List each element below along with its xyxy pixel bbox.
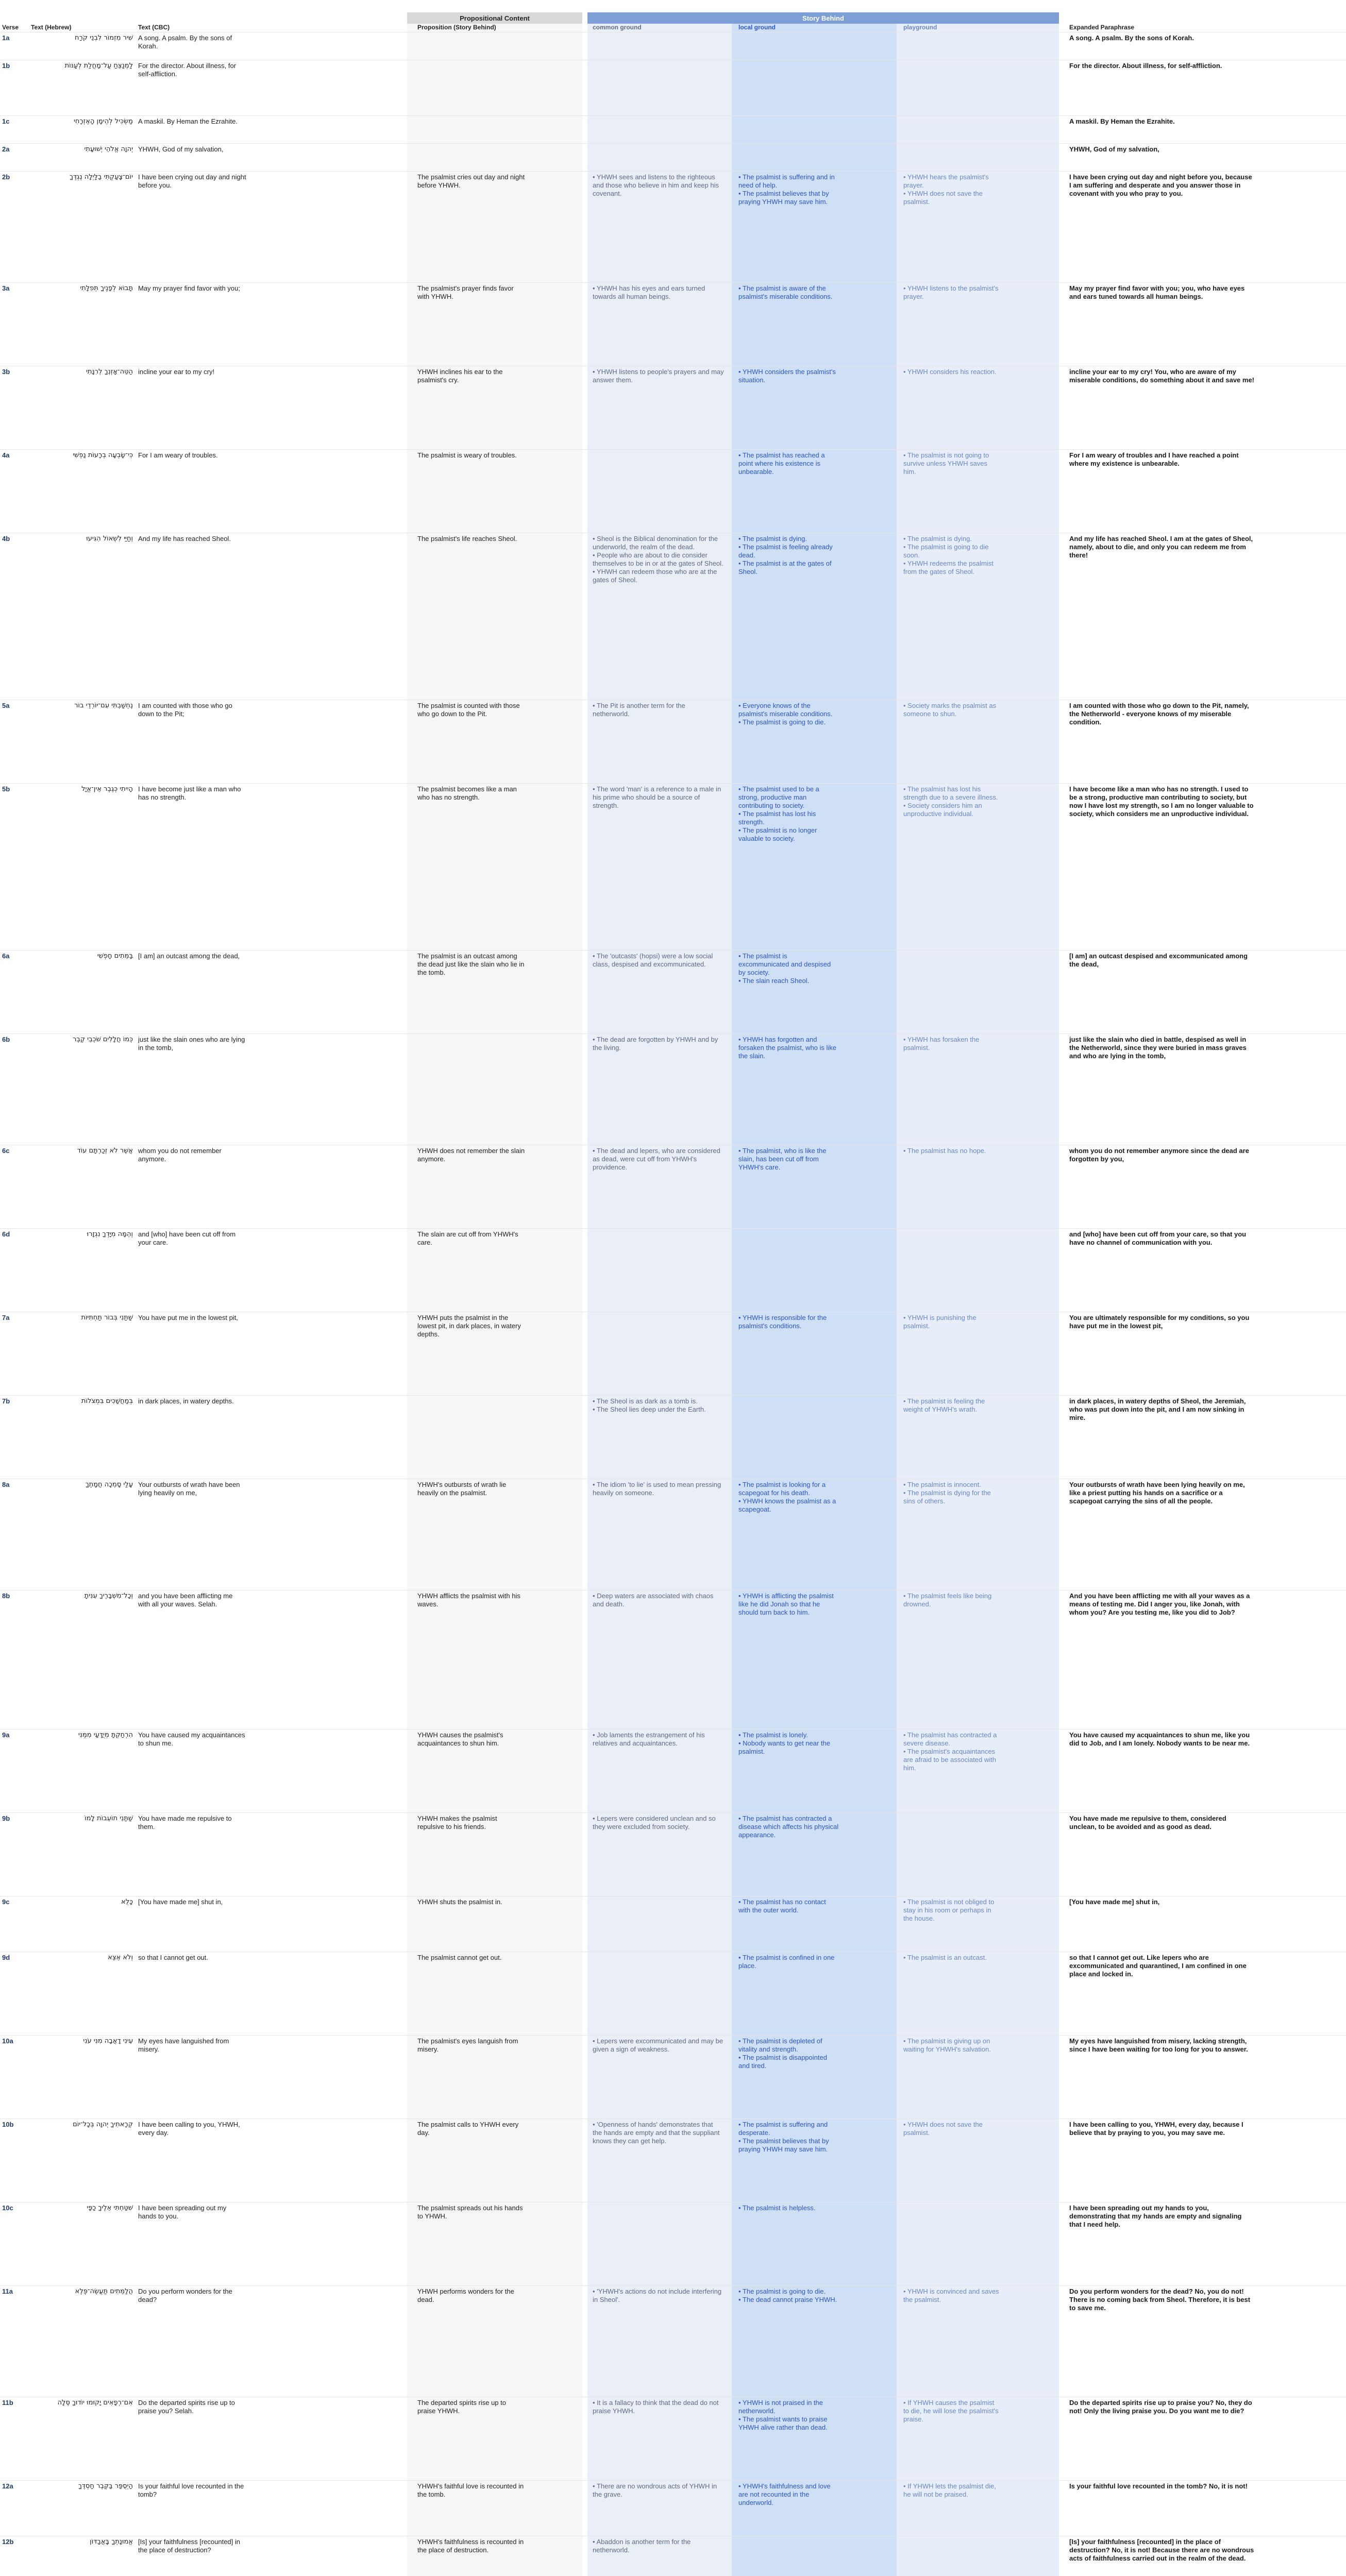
common-ground-cell: • The 'outcasts' (hopsi) were a low social class, despised and excommunicated. bbox=[593, 952, 713, 968]
proposition-cell: The psalmist is weary of troubles. bbox=[417, 451, 517, 459]
table-row bbox=[0, 1952, 1346, 2036]
expanded-paraphrase-cell: I have been calling to you, YHWH, every day, because I believe that by praying to you, you may save me. bbox=[1069, 2121, 1243, 2137]
playground-cell: • If YHWH lets the psalmist die, he will not be praised. bbox=[903, 2482, 996, 2498]
hebrew-text-cell: וְכָל־מִשְׁבָּרֶיךָ עִנִּיתָ bbox=[84, 1592, 133, 1600]
cbc-text-cell: [I am] an outcast among the dead, bbox=[138, 952, 240, 960]
local-ground-cell: • The psalmist is suffering and in need of help. • The psalmist believes that by praying YHWH may save him. bbox=[738, 173, 835, 206]
top-band-left bbox=[0, 0, 407, 12]
expanded-paraphrase-cell: in dark places, in watery depths of Sheol, the Jeremiah, who was put down into the pit, and I am now sinking in mire. bbox=[1069, 1397, 1246, 1421]
expanded-paraphrase-cell: You are ultimately responsible for my conditions, so you have put me in the lowest pit, bbox=[1069, 1314, 1250, 1330]
local-ground-cell: • YHWH's faithfulness and love are not recounted in the underworld. bbox=[738, 2482, 831, 2506]
hebrew-text-cell: הָיִיתִי כְּגֶבֶר אֵין־אֱיָל bbox=[81, 785, 133, 793]
cbc-text-cell: For the director. About illness, for self-affliction. bbox=[138, 62, 237, 78]
common-ground-cell: • The Pit is another term for the netherworld. bbox=[593, 702, 685, 718]
expanded-paraphrase-cell: [Is] your faithfulness [recounted] in the place of destruction? No, it is not! Because there are no wondrous acts of faithfulness carried out in the realm of the dead. bbox=[1069, 2538, 1254, 2562]
hebrew-text-cell: שַׁתַּנִי תוֹעֵבוֹת לָמוֹ bbox=[85, 1815, 133, 1822]
header-expanded-paraphrase: Expanded Paraphrase bbox=[1069, 24, 1135, 31]
hebrew-text-cell: שַׁתַּנִי בְּבוֹר תַּחְתִּיּוֹת bbox=[81, 1314, 133, 1321]
table-row bbox=[0, 1729, 1346, 1813]
playground-cell: • The psalmist is not going to survive unless YHWH saves him. bbox=[903, 451, 989, 476]
expanded-paraphrase-cell: My eyes have languished from misery, lacking strength, since I have been waiting for too long for you to answer. bbox=[1069, 2037, 1248, 2053]
table-row bbox=[0, 700, 1346, 784]
header-playground: playground bbox=[903, 24, 937, 31]
local-ground-cell: • YHWH is afflicting the psalmist like he did Jonah so that he should turn back to him. bbox=[738, 1592, 834, 1616]
hebrew-text-cell: יְהוָה אֱלֹהֵי יְשׁוּעָתִי bbox=[84, 145, 133, 153]
table-row bbox=[0, 2285, 1346, 2397]
expanded-paraphrase-cell: You have caused my acquaintances to shun me, like you did to Job, and I am lonely. Nobody wants to be near me. bbox=[1069, 1731, 1250, 1747]
cbc-text-cell: [You have made me] shut in, bbox=[138, 1898, 223, 1906]
local-ground-cell: • The psalmist used to be a strong, productive man contributing to society. • The psalmist has lost his strength. • The psalmist is no longer valuable to society. bbox=[738, 785, 819, 842]
cbc-text-cell: whom you do not remember anymore. bbox=[138, 1147, 222, 1163]
cbc-text-cell: I have been crying out day and night before you. bbox=[138, 173, 246, 189]
hebrew-text-cell: כְּמוֹ חֲלָלִים שֹׁכְבֵי קֶבֶר bbox=[72, 1036, 133, 1043]
hebrew-text-cell: וְהֵמָּה מִיָּדְךָ נִגְזָרוּ bbox=[87, 1230, 133, 1238]
proposition-cell: YHWH afflicts the psalmist with his waves. bbox=[417, 1592, 520, 1608]
table-row bbox=[0, 32, 1346, 60]
table-row bbox=[0, 1145, 1346, 1229]
hebrew-text-cell: כָּלֻא bbox=[121, 1898, 133, 1906]
playground-cell: • YHWH listens to the psalmist's prayer. bbox=[903, 284, 999, 300]
cbc-text-cell: Do you perform wonders for the dead? bbox=[138, 2287, 232, 2303]
verse-cell: 3b bbox=[2, 368, 10, 376]
hebrew-text-cell: שִׁטַּחְתִּי אֵלֶיךָ כַפָּי bbox=[87, 2204, 133, 2212]
cbc-text-cell: Is your faithful love recounted in the tomb? bbox=[138, 2482, 244, 2498]
header-proposition: Proposition (Story Behind) bbox=[417, 24, 496, 31]
table-row bbox=[0, 143, 1346, 172]
cbc-text-cell: [Is] your faithfulness [recounted] in the place of destruction? bbox=[138, 2538, 240, 2554]
proposition-cell: The psalmist calls to YHWH every day. bbox=[417, 2121, 519, 2137]
verse-cell: 11b bbox=[2, 2399, 13, 2406]
table-row bbox=[0, 1395, 1346, 1479]
verse-cell: 1a bbox=[2, 34, 10, 42]
expanded-paraphrase-cell: [You have made me] shut in, bbox=[1069, 1898, 1160, 1906]
table-row bbox=[0, 60, 1346, 116]
playground-cell: • The psalmist feels like being drowned. bbox=[903, 1592, 992, 1608]
proposition-cell: The psalmist cannot get out. bbox=[417, 1954, 502, 1961]
table-row bbox=[0, 366, 1346, 450]
proposition-cell: The psalmist is counted with those who go down to the Pit. bbox=[417, 702, 520, 718]
table-row bbox=[0, 449, 1346, 533]
table-row bbox=[0, 1590, 1346, 1730]
proposition-cell: YHWH shuts the psalmist in. bbox=[417, 1898, 502, 1906]
hebrew-text-cell: הַטֵּה־אָזְנְךָ לְרִנָּתִי bbox=[86, 368, 133, 376]
cbc-text-cell: and [who] have been cut off from your care. bbox=[138, 1230, 236, 1246]
hebrew-text-cell: הֲלַמֵּתִים תַּעֲשֶׂה־פֶּלֶא bbox=[75, 2287, 133, 2295]
cbc-text-cell: I am counted with those who go down to the Pit; bbox=[138, 702, 232, 718]
common-ground-cell: • Lepers were considered unclean and so they were excluded from society. bbox=[593, 1815, 716, 1831]
local-ground-cell: • YHWH has forgotten and forsaken the psalmist, who is like the slain. bbox=[738, 1036, 837, 1060]
local-ground-cell: • The psalmist has reached a point where his existence is unbearable. bbox=[738, 451, 825, 476]
local-ground-cell: • The psalmist is excommunicated and despised by society. • The slain reach Sheol. bbox=[738, 952, 831, 985]
verse-cell: 12a bbox=[2, 2482, 13, 2490]
common-ground-cell: • Deep waters are associated with chaos and death. bbox=[593, 1592, 714, 1608]
verse-cell: 9b bbox=[2, 1815, 10, 1822]
playground-cell: • YHWH hears the psalmist's prayer. • YHWH does not save the psalmist. bbox=[903, 173, 989, 206]
verse-cell: 10c bbox=[2, 2204, 13, 2212]
common-ground-cell: • 'YHWH's actions do not include interfering in Sheol'. bbox=[593, 2287, 722, 2303]
proposition-cell: YHWH's outbursts of wrath lie heavily on the psalmist. bbox=[417, 1481, 507, 1497]
local-ground-cell: • The psalmist, who is like the slain, has been cut off from YHWH's care. bbox=[738, 1147, 827, 1171]
hebrew-text-cell: תָּבוֹא לְפָנֶיךָ תְּפִלָּתִי bbox=[80, 284, 133, 292]
verse-cell: 4a bbox=[2, 451, 10, 459]
cbc-text-cell: I have been calling to you, YHWH, every day. bbox=[138, 2121, 240, 2137]
table-row bbox=[0, 2397, 1346, 2481]
cbc-text-cell: A maskil. By Heman the Ezrahite. bbox=[138, 117, 238, 125]
proposition-cell: YHWH inclines his ear to the psalmist's cry. bbox=[417, 368, 503, 384]
common-ground-cell: • There are no wondrous acts of YHWH in the grave. bbox=[593, 2482, 717, 2498]
playground-cell: • YHWH is punishing the psalmist. bbox=[903, 1314, 977, 1330]
common-ground-cell: • 'Openness of hands' demonstrates that the hands are empty and that the suppliant knows they can get help. bbox=[593, 2121, 720, 2145]
local-ground-cell: • The psalmist is confined in one place. bbox=[738, 1954, 835, 1970]
table-row bbox=[0, 1228, 1346, 1312]
verse-cell: 5a bbox=[2, 702, 10, 709]
verse-cell: 12b bbox=[2, 2538, 14, 2546]
header-text-cbc: Text (CBC) bbox=[138, 24, 170, 31]
proposition-cell: YHWH makes the psalmist repulsive to his friends. bbox=[417, 1815, 497, 1831]
cbc-text-cell: You have put me in the lowest pit, bbox=[138, 1314, 238, 1321]
proposition-cell: The psalmist is an outcast among the dead just like the slain who lie in the tomb. bbox=[417, 952, 525, 976]
expanded-paraphrase-cell: Do you perform wonders for the dead? No, you do not! There is no coming back from Sheol. Therefore, it is best to save me. bbox=[1069, 2287, 1251, 2312]
common-ground-cell: • The dead and lepers, who are considered as dead, were cut off from YHWH's providence. bbox=[593, 1147, 720, 1171]
expanded-paraphrase-cell: A maskil. By Heman the Ezrahite. bbox=[1069, 117, 1175, 125]
rows-container bbox=[0, 32, 1346, 2576]
verse-cell: 5b bbox=[2, 785, 10, 793]
proposition-cell: The psalmist's eyes languish from misery. bbox=[417, 2037, 518, 2053]
expanded-paraphrase-cell: I have been spreading out my hands to you, demonstrating that my hands are empty and signaling that I need help. bbox=[1069, 2204, 1242, 2228]
cbc-text-cell: YHWH, God of my salvation, bbox=[138, 145, 224, 153]
local-ground-cell: • YHWH considers the psalmist's situation. bbox=[738, 368, 836, 384]
cbc-text-cell: just like the slain ones who are lying in the tomb, bbox=[138, 1036, 245, 1052]
hebrew-text-cell: נֶחְשַׁבְתִּי עִם־יוֹרְדֵי בוֹר bbox=[74, 702, 133, 709]
table-row bbox=[0, 1896, 1346, 1952]
table-row bbox=[0, 2480, 1346, 2536]
cbc-text-cell: incline your ear to my cry! bbox=[138, 368, 215, 376]
playground-cell: • The psalmist is feeling the weight of YHWH's wrath. bbox=[903, 1397, 985, 1413]
verse-cell: 7a bbox=[2, 1314, 10, 1321]
playground-cell: • The psalmist is an outcast. bbox=[903, 1954, 987, 1961]
table-row bbox=[0, 1812, 1346, 1896]
expanded-paraphrase-cell: I have been crying out day and night before you, because I am suffering and desperate and you answer those in covenant with you who pray to you. bbox=[1069, 173, 1252, 197]
cbc-text-cell: And my life has reached Sheol. bbox=[138, 535, 231, 543]
local-ground-cell: • The psalmist has no contact with the outer world. bbox=[738, 1898, 826, 1914]
expanded-paraphrase-cell: And you have been afflicting me with all your waves as a means of testing me. Did I anger you, like Jonah, with whom you? Are you testing me, like you did to Job? bbox=[1069, 1592, 1250, 1616]
hebrew-text-cell: מַשְׂכִּיל לְהֵימָן הָאֶזְרָחִי bbox=[73, 117, 133, 125]
local-ground-cell: • The psalmist is looking for a scapegoat for his death. • YHWH knows the psalmist as a scapegoat. bbox=[738, 1481, 836, 1513]
table-row bbox=[0, 2536, 1346, 2576]
expanded-paraphrase-cell: I have become like a man who has no strength. I used to be a strong, productive man contributing to society, but now I have lost my strength, so I am no longer valuable to society, which considers me an unproductive individual. bbox=[1069, 785, 1254, 818]
hebrew-text-cell: יוֹם־צָעַקְתִּי בַלַּיְלָה נֶגְדֶּךָ bbox=[69, 173, 133, 181]
proposition-cell: The psalmist's life reaches Sheol. bbox=[417, 535, 517, 543]
verse-cell: 3a bbox=[2, 284, 10, 292]
table-row bbox=[0, 1033, 1346, 1145]
playground-cell: • The psalmist is giving up on waiting for YHWH's salvation. bbox=[903, 2037, 991, 2053]
header-common-ground: common ground bbox=[593, 24, 642, 31]
local-ground-cell: • The psalmist is going to die. • The dead cannot praise YHWH. bbox=[738, 2287, 837, 2303]
story-band-title: Story Behind bbox=[802, 14, 844, 22]
playground-cell: • Society marks the psalmist as someone to shun. bbox=[903, 702, 997, 718]
cbc-text-cell: so that I cannot get out. bbox=[138, 1954, 208, 1961]
verse-cell: 6c bbox=[2, 1147, 10, 1155]
playground-cell: • The psalmist is innocent. • The psalmist is dying for the sins of others. bbox=[903, 1481, 991, 1505]
table-row bbox=[0, 2035, 1346, 2119]
verse-cell: 10b bbox=[2, 2121, 14, 2128]
local-ground-cell: • The psalmist is suffering and desperate. • The psalmist believes that by praying YHWH may save him. bbox=[738, 2121, 829, 2153]
hebrew-text-cell: בַּמֵּתִים חָפְשִׁי bbox=[97, 952, 133, 960]
playground-cell: • If YHWH causes the psalmist to die, he will lose the psalmist's praise. bbox=[903, 2399, 999, 2423]
verse-cell: 9d bbox=[2, 1954, 10, 1961]
proposition-cell: The slain are cut off from YHWH's care. bbox=[417, 1230, 518, 1246]
expanded-paraphrase-cell: [I am] an outcast despised and excommunicated among the dead, bbox=[1069, 952, 1248, 968]
playground-cell: • YHWH is convinced and saves the psalmist. bbox=[903, 2287, 999, 2303]
verse-cell: 7b bbox=[2, 1397, 10, 1405]
local-ground-cell: • YHWH is not praised in the netherworld. • The psalmist wants to praise YHWH alive rather than dead. bbox=[738, 2399, 828, 2431]
header-verse: Verse bbox=[2, 24, 19, 31]
proposition-cell: The psalmist spreads out his hands to YHWH. bbox=[417, 2204, 523, 2220]
common-ground-cell: • It is a fallacy to think that the dead do not praise YHWH. bbox=[593, 2399, 719, 2415]
proposition-cell: YHWH puts the psalmist in the lowest pit, in dark places, in watery depths. bbox=[417, 1314, 521, 1338]
header-text-hebrew: Text (Hebrew) bbox=[31, 24, 72, 31]
proposition-cell: YHWH causes the psalmist's acquaintances to shun him. bbox=[417, 1731, 503, 1747]
common-ground-cell: • Lepers were excommunicated and may be given a sign of weakness. bbox=[593, 2037, 724, 2053]
proposition-cell: The departed spirits rise up to praise YHWH. bbox=[417, 2399, 506, 2415]
hebrew-text-cell: הִרְחַקְתָּ מְיֻדָּעַי מִמֶּנִּי bbox=[78, 1731, 133, 1739]
expanded-paraphrase-cell: For the director. About illness, for self-affliction. bbox=[1069, 62, 1222, 70]
common-ground-cell: • Abaddon is another term for the netherworld. bbox=[593, 2538, 691, 2554]
cbc-text-cell: A song. A psalm. By the sons of Korah. bbox=[138, 34, 232, 50]
cbc-text-cell: in dark places, in watery depths. bbox=[138, 1397, 234, 1405]
common-ground-cell: • The word 'man' is a reference to a male in his prime who should be a source of strength. bbox=[593, 785, 721, 809]
expanded-paraphrase-cell: Your outbursts of wrath have been lying heavily on me, like a priest putting his hands on a sacrifice or a scapegoat carrying the sins of all the people. bbox=[1069, 1481, 1245, 1505]
common-ground-cell: • The Sheol is as dark as a tomb is. • The Sheol lies deep under the Earth. bbox=[593, 1397, 706, 1413]
expanded-paraphrase-cell: Is your faithful love recounted in the tomb? No, it is not! bbox=[1069, 2482, 1248, 2490]
local-ground-cell: • YHWH is responsible for the psalmist's conditions. bbox=[738, 1314, 827, 1330]
cbc-text-cell: and you have been afflicting me with all your waves. Selah. bbox=[138, 1592, 233, 1608]
hebrew-text-cell: לַמְנַצֵּחַ עַל־מָחֲלַת לְעַנּוֹת bbox=[64, 62, 133, 70]
common-ground-cell: • The idiom 'to lie' is used to mean pressing heavily on someone. bbox=[593, 1481, 721, 1497]
expanded-paraphrase-cell: so that I cannot get out. Like lepers who are excommunicated and quarantined, I am confined in one place and locked in. bbox=[1069, 1954, 1247, 1978]
playground-cell: • YHWH considers his reaction. bbox=[903, 368, 997, 376]
cbc-text-cell: My eyes have languished from misery. bbox=[138, 2037, 229, 2053]
local-ground-cell: • Everyone knows of the psalmist's miserable conditions. • The psalmist is going to die. bbox=[738, 702, 833, 726]
expanded-paraphrase-cell: whom you do not remember anymore since the dead are forgotten by you, bbox=[1069, 1147, 1249, 1163]
hebrew-text-cell: עָלַי סָמְכָה חֲמָתֶךָ bbox=[85, 1481, 133, 1488]
hebrew-text-cell: שִׁיר מִזְמוֹר לִבְנֵי קֹרַח bbox=[75, 34, 133, 42]
cbc-text-cell: Do the departed spirits rise up to praise you? Selah. bbox=[138, 2399, 235, 2415]
cbc-text-cell: May my prayer find favor with you; bbox=[138, 284, 240, 292]
hebrew-text-cell: אֱמוּנָתְךָ בָּאֲבַדּוֹן bbox=[90, 2538, 133, 2546]
playground-cell: • The psalmist has contracted a severe disease. • The psalmist's acquaintances are afraid to be associated with him. bbox=[903, 1731, 997, 1772]
table-row bbox=[0, 2202, 1346, 2286]
common-ground-cell: • The dead are forgotten by YHWH and by the living. bbox=[593, 1036, 718, 1052]
expanded-paraphrase-cell: and [who] have been cut off from your care, so that you have no channel of communication with you. bbox=[1069, 1230, 1247, 1246]
local-ground-cell: • The psalmist is depleted of vitality and strength. • The psalmist is disappointed and tired. bbox=[738, 2037, 827, 2070]
expanded-paraphrase-cell: For I am weary of troubles and I have reached a point where my existence is unbearable. bbox=[1069, 451, 1239, 467]
table-row bbox=[0, 1312, 1346, 1396]
proposition-cell: The psalmist cries out day and night before YHWH. bbox=[417, 173, 525, 189]
common-ground-cell: • Job laments the estrangement of his relatives and acquaintances. bbox=[593, 1731, 705, 1747]
expanded-paraphrase-cell: You have made me repulsive to them, considered unclean, to be avoided and as good as dead. bbox=[1069, 1815, 1226, 1831]
hebrew-text-cell: אִם־רְפָאִים יָקוּמוּ יוֹדוּךָ סֶּלָה bbox=[57, 2399, 133, 2406]
local-ground-cell: • The psalmist is lonely. • Nobody wants to get near the psalmist. bbox=[738, 1731, 830, 1755]
hebrew-text-cell: קְרָאתִיךָ יְהוָה בְּכָל־יוֹם bbox=[73, 2121, 133, 2128]
table-row bbox=[0, 950, 1346, 1034]
playground-cell: • The psalmist is dying. • The psalmist is going to die soon. • YHWH redeems the psalmist from the gates of Sheol. bbox=[903, 535, 994, 575]
cbc-text-cell: You have made me repulsive to them. bbox=[138, 1815, 232, 1831]
proposition-cell: The psalmist's prayer finds favor with YHWH. bbox=[417, 284, 514, 300]
table-row bbox=[0, 282, 1346, 366]
header-local-ground: local ground bbox=[738, 24, 776, 31]
table-row bbox=[0, 1479, 1346, 1590]
playground-cell: • YHWH does not save the psalmist. bbox=[903, 2121, 983, 2137]
hebrew-text-cell: הַיְסֻפַּר בַּקֶּבֶר חַסְדֶּךָ bbox=[78, 2482, 133, 2490]
cbc-text-cell: Your outbursts of wrath have been lying heavily on me, bbox=[138, 1481, 240, 1497]
prop-band-title: Propositional Content bbox=[460, 14, 530, 22]
local-ground-cell: • The psalmist has contracted a disease which affects his physical appearance. bbox=[738, 1815, 839, 1839]
playground-cell: • YHWH has forsaken the psalmist. bbox=[903, 1036, 980, 1052]
cbc-text-cell: For I am weary of troubles. bbox=[138, 451, 218, 459]
hebrew-text-cell: אֲשֶׁר לֹא זְכַרְתָּם עוֹד bbox=[77, 1147, 133, 1155]
verse-cell: 9c bbox=[2, 1898, 10, 1906]
proposition-cell: The psalmist becomes like a man who has no strength. bbox=[417, 785, 517, 801]
proposition-cell: YHWH performs wonders for the dead. bbox=[417, 2287, 514, 2303]
local-ground-cell: • The psalmist is helpless. bbox=[738, 2204, 816, 2212]
local-ground-cell: • The psalmist is dying. • The psalmist is feeling already dead. • The psalmist is at the gates of Sheol. bbox=[738, 535, 833, 575]
proposition-cell: YHWH does not remember the slain anymore. bbox=[417, 1147, 525, 1163]
verse-cell: 8a bbox=[2, 1481, 10, 1488]
playground-cell: • The psalmist is not obliged to stay in his room or perhaps in the house. bbox=[903, 1898, 995, 1922]
cbc-text-cell: I have become just like a man who has no strength. bbox=[138, 785, 241, 801]
verse-cell: 1b bbox=[2, 62, 10, 70]
verse-cell: 9a bbox=[2, 1731, 10, 1739]
hebrew-text-cell: בְּמַחֲשַׁכִּים בִּמְצֹלוֹת bbox=[81, 1397, 133, 1405]
common-ground-cell: • YHWH sees and listens to the righteous and those who believe in him and keep his covenant. bbox=[593, 173, 719, 197]
cbc-text-cell: I have been spreading out my hands to you. bbox=[138, 2204, 227, 2220]
table-row bbox=[0, 533, 1346, 700]
expanded-paraphrase-cell: A song. A psalm. By the sons of Korah. bbox=[1069, 34, 1194, 42]
hebrew-text-cell: וְחַיַּי לִשְׁאוֹל הִגִּיעוּ bbox=[86, 535, 133, 543]
common-ground-cell: • YHWH has his eyes and ears turned towards all human beings. bbox=[593, 284, 705, 300]
table-row bbox=[0, 171, 1346, 283]
expanded-paraphrase-cell: just like the slain who died in battle, despised as well in the Netherworld, since they were buried in mass graves and who are lying in the tomb, bbox=[1069, 1036, 1247, 1060]
hebrew-text-cell: כִּי־שָׂבְעָה בְרָעוֹת נַפְשִׁי bbox=[73, 451, 133, 459]
playground-cell: • The psalmist has lost his strength due to a severe illness. • Society considers him an unproductive individual. bbox=[903, 785, 998, 818]
verse-cell: 6d bbox=[2, 1230, 10, 1238]
verse-cell: 11a bbox=[2, 2287, 13, 2295]
verse-cell: 6b bbox=[2, 1036, 10, 1043]
verse-cell: 6a bbox=[2, 952, 10, 960]
table-row bbox=[0, 783, 1346, 951]
playground-cell: • The psalmist has no hope. bbox=[903, 1147, 986, 1155]
cbc-text-cell: You have caused my acquaintances to shun me. bbox=[138, 1731, 245, 1747]
verse-cell: 2b bbox=[2, 173, 10, 181]
expanded-paraphrase-cell: May my prayer find favor with you; you, who have eyes and ears tuned towards all human beings. bbox=[1069, 284, 1245, 300]
proposition-cell: YHWH's faithful love is recounted in the tomb. bbox=[417, 2482, 524, 2498]
common-ground-cell: • YHWH listens to people's prayers and may answer them. bbox=[593, 368, 724, 384]
common-ground-cell: • Sheol is the Biblical denomination for the underworld, the realm of the dead. • People who are about to die consider themselves to be in or at the gates of Sheol. • YHWH can redeem those who are at the gates of Sheol. bbox=[593, 535, 724, 584]
table-row bbox=[0, 115, 1346, 144]
expanded-paraphrase-cell: YHWH, God of my salvation, bbox=[1069, 145, 1159, 153]
expanded-paraphrase-cell: incline your ear to my cry! You, who are aware of my miserable conditions, do something about it and save me! bbox=[1069, 368, 1255, 384]
hebrew-text-cell: וְלֹא אֵצֵא bbox=[108, 1954, 133, 1961]
verse-cell: 1c bbox=[2, 117, 10, 125]
verse-cell: 4b bbox=[2, 535, 10, 543]
expanded-paraphrase-cell: Do the departed spirits rise up to praise you? No, they do not! Only the living praise you. Do you want me to die? bbox=[1069, 2399, 1252, 2415]
verse-cell: 10a bbox=[2, 2037, 13, 2045]
hebrew-text-cell: עֵינִי דָאֲבָה מִנִּי עֹנִי bbox=[83, 2037, 133, 2045]
expanded-paraphrase-cell: And my life has reached Sheol. I am at the gates of Sheol, namely, about to die, and only you can redeem me from there! bbox=[1069, 535, 1253, 559]
expanded-paraphrase-cell: I am counted with those who go down to the Pit, namely, the Netherworld - everyone knows of my miserable condition. bbox=[1069, 702, 1249, 726]
verse-cell: 2a bbox=[2, 145, 10, 153]
proposition-cell: YHWH's faithfulness is recounted in the place of destruction. bbox=[417, 2538, 524, 2554]
verse-cell: 8b bbox=[2, 1592, 10, 1600]
table-row bbox=[0, 2119, 1346, 2202]
local-ground-cell: • The psalmist is aware of the psalmist's miserable conditions. bbox=[738, 284, 833, 300]
